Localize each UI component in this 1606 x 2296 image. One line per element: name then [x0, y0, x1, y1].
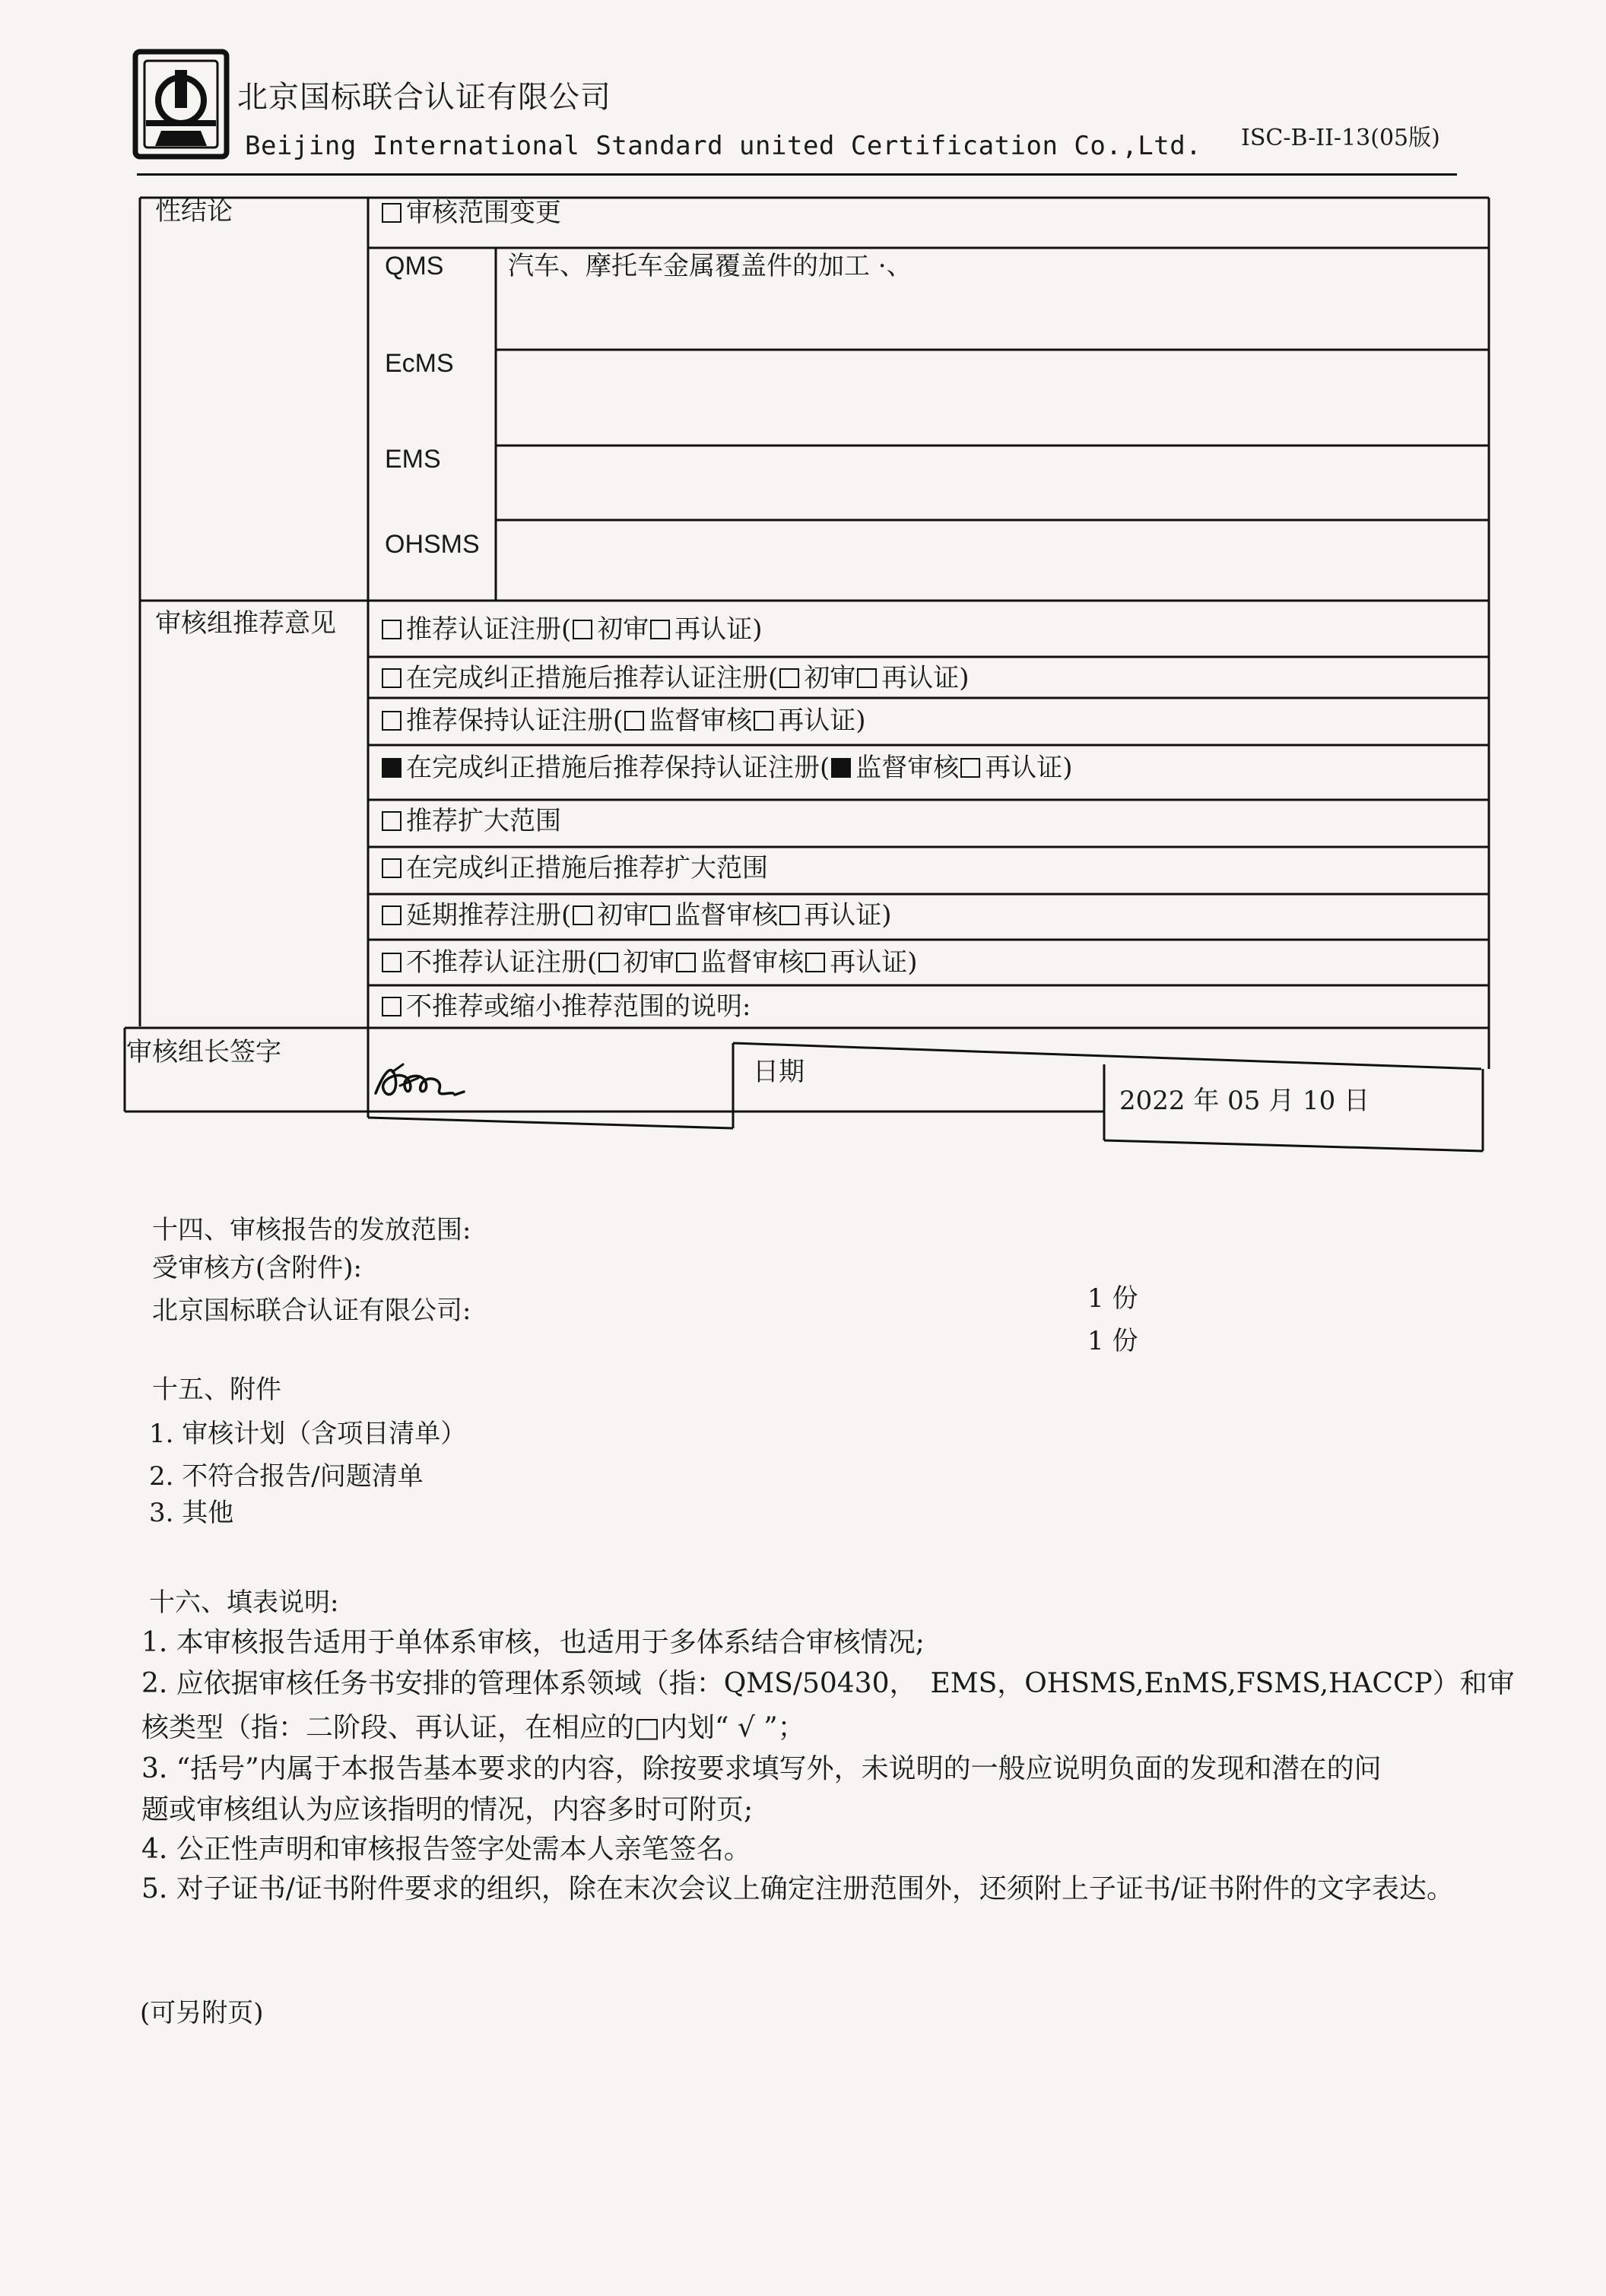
section15-title: 十五、附件 [152, 1375, 281, 1405]
system-name-ems: EMS [385, 445, 441, 474]
sub-option-label: 再认证) [881, 663, 970, 693]
recommendation-option-label: 推荐认证注册( [406, 614, 572, 645]
sub-option-checkbox[interactable] [857, 668, 877, 688]
document-code: ISC-B-II-13(05版) [1241, 125, 1440, 151]
sub-option-checkbox[interactable] [779, 668, 799, 688]
header-rule [137, 173, 1457, 176]
recommendation-option[interactable] [382, 853, 768, 883]
recommendation-checkbox[interactable] [382, 668, 402, 688]
recommendation-checkbox[interactable] [382, 997, 402, 1016]
recommendation-option-label: 在完成纠正措施后推荐保持认证注册( [406, 753, 830, 783]
recommendation-option[interactable] [382, 991, 751, 1022]
sub-option-label: 初审 [623, 947, 675, 978]
recommendation-option[interactable] [382, 947, 918, 978]
scope-change-option[interactable] [382, 198, 561, 228]
recommendation-option-label: 延期推荐注册( [406, 900, 572, 931]
recommendation-checkbox[interactable] [382, 711, 402, 731]
sub-option-checkbox[interactable] [754, 711, 773, 731]
scope-change-label: 审核范围变更 [406, 198, 561, 228]
company-name-cn: 北京国标联合认证有限公司 [237, 80, 611, 115]
sub-option-checkbox[interactable] [960, 758, 980, 778]
instruction-line: 题或审核组认为应该指明的情况，内容多时可附页; [141, 1794, 754, 1825]
sub-option-checkbox[interactable] [573, 620, 592, 639]
sub-option-label: 监督审核 [674, 900, 779, 931]
attachment-item: 2. 不符合报告/问题清单 [149, 1461, 424, 1492]
section16-title: 十六、填表说明: [149, 1587, 339, 1618]
instruction-line: 5. 对子证书/证书附件要求的组织，除在末次会议上确定注册范围外，还须附上子证书/证书附件的文字表达。 [141, 1873, 1455, 1904]
section14-company: 北京国标联合认证有限公司: [152, 1295, 471, 1326]
instruction-line: 1. 本审核报告适用于单体系审核，也适用于多体系结合审核情况; [141, 1627, 925, 1658]
recommendation-checkbox[interactable] [382, 811, 402, 831]
scope-change-checkbox[interactable] [382, 203, 402, 223]
attachment-item: 1. 审核计划（含项目清单） [149, 1419, 467, 1449]
section14-copies-1: 1 份 [1087, 1283, 1138, 1314]
sub-option-checkbox[interactable] [624, 711, 644, 731]
sub-option-checkbox[interactable] [573, 905, 592, 925]
sub-option-checkbox[interactable] [831, 758, 851, 778]
date-label: 日期 [753, 1057, 805, 1087]
sub-option-checkbox[interactable] [650, 905, 670, 925]
recommendation-option[interactable] [382, 806, 561, 836]
conclusion-label: 性结论 [155, 196, 233, 227]
sub-option-label: 再认证) [778, 706, 866, 736]
sub-option-label: 初审 [597, 614, 649, 645]
system-scope-qms[interactable]: 汽车、摩托车金属覆盖件的加工 ·、 [508, 251, 912, 281]
system-name-ohsms: OHSMS [385, 530, 480, 559]
recommendation-option-label: 在完成纠正措施后推荐扩大范围 [406, 853, 768, 883]
recommendation-option-label: 推荐保持认证注册( [406, 706, 624, 736]
sub-option-label: 再认证) [804, 900, 892, 931]
date-value[interactable]: 2022 年 05 月 10 日 [1119, 1086, 1370, 1116]
sub-option-checkbox[interactable] [598, 953, 618, 972]
footer-note: (可另附页) [140, 1998, 264, 2028]
recommendation-checkbox[interactable] [382, 953, 402, 972]
recommendation-option[interactable] [382, 900, 892, 931]
sub-option-label: 再认证) [830, 947, 918, 978]
recommendation-option-label: 推荐扩大范围 [406, 806, 561, 836]
section14-auditee: 受审核方(含附件): [152, 1253, 362, 1283]
sub-option-checkbox[interactable] [805, 953, 825, 972]
sub-option-checkbox[interactable] [779, 905, 799, 925]
recommendation-option-label: 在完成纠正措施后推荐认证注册( [406, 663, 779, 693]
recommendation-checkbox[interactable] [382, 620, 402, 639]
recommendation-option-label: 不推荐认证注册( [406, 947, 598, 978]
attachment-item: 3. 其他 [149, 1498, 234, 1528]
sub-option-label: 监督审核 [649, 706, 753, 736]
instruction-line: 2. 应依据审核任务书安排的管理体系领域（指：QMS/50430， EMS，OHSMS,EnMS,FSMS,HACCP）和审 [141, 1668, 1515, 1699]
recommendation-option[interactable] [382, 706, 866, 736]
company-logo-icon [131, 47, 231, 161]
recommendation-checkbox[interactable] [382, 858, 402, 878]
instruction-line: 3. “括号”内属于本报告基本要求的内容，除按要求填写外，未说明的一般应说明负面的发现和潜在的问 [141, 1753, 1382, 1784]
sub-option-label: 初审 [804, 663, 856, 693]
sub-option-label: 再认证) [674, 614, 763, 645]
sub-option-label: 监督审核 [855, 753, 960, 783]
sub-option-checkbox[interactable] [650, 620, 670, 639]
sub-option-checkbox[interactable] [676, 953, 696, 972]
instruction-line: 核类型（指：二阶段、再认证，在相应的□内划“ √ ”； [141, 1712, 805, 1743]
recommendation-option[interactable] [382, 663, 970, 693]
recommendation-option-label: 不推荐或缩小推荐范围的说明: [406, 991, 751, 1022]
signature-label: 审核组长签字 [126, 1037, 281, 1067]
system-name-qms: QMS [385, 252, 444, 281]
section14-title: 十四、审核报告的发放范围: [152, 1215, 471, 1245]
recommendation-option[interactable] [382, 753, 1073, 783]
recommendation-checkbox[interactable] [382, 905, 402, 925]
section14-copies-2: 1 份 [1087, 1326, 1138, 1356]
company-name-en: Beijing International Standard united Certification Co.,Ltd. [245, 131, 1202, 161]
recommendation-label: 审核组推荐意见 [155, 608, 336, 639]
auditor-signature-icon [370, 1055, 476, 1108]
sub-option-label: 初审 [597, 900, 649, 931]
recommendation-checkbox[interactable] [382, 758, 402, 778]
recommendation-option[interactable] [382, 614, 763, 645]
sub-option-label: 再认证) [985, 753, 1073, 783]
sub-option-label: 监督审核 [700, 947, 805, 978]
system-name-ecms: EcMS [385, 349, 454, 378]
instruction-line: 4. 公正性声明和审核报告签字处需本人亲笔签名。 [141, 1834, 751, 1865]
